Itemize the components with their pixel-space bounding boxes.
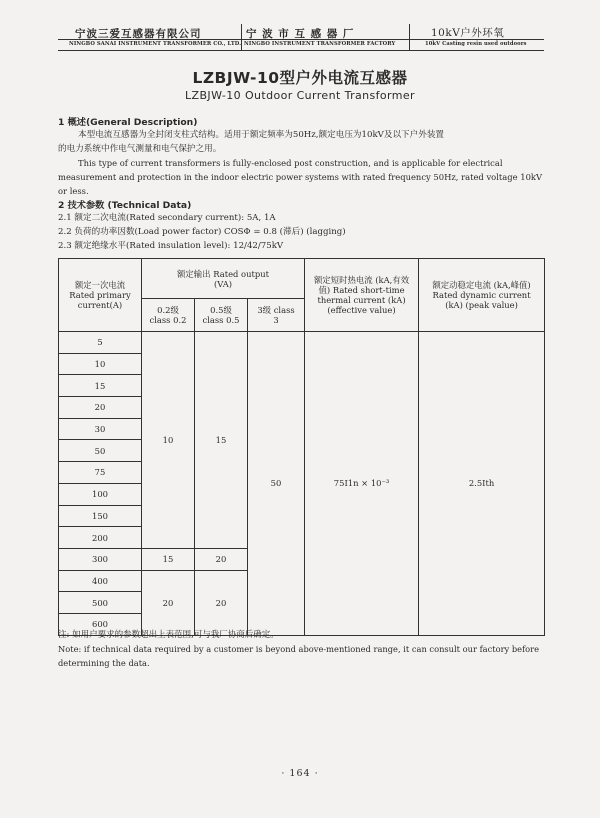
- section1-heading: 1 概述(General Description): [58, 117, 198, 128]
- page-title-en: LZBJW-10 Outdoor Current Transformer: [185, 89, 415, 102]
- primary-current-cell: 50: [59, 440, 142, 462]
- header-rule-top: [58, 39, 544, 40]
- primary-current-cell: 500: [59, 592, 142, 614]
- section2-heading: 2 技术参数 (Technical Data): [58, 200, 192, 211]
- primary-current-cell: 300: [59, 548, 142, 570]
- category-cn: 10kV户外环氧: [431, 27, 505, 39]
- spec-item: 2.1 额定二次电流(Rated secondary current): 5A, 1A: [58, 213, 276, 223]
- primary-current-cell: 600: [59, 613, 142, 635]
- primary-current-cell: 15: [59, 375, 142, 397]
- header-primary-current: 额定一次电流 Rated primary current(A): [59, 259, 142, 332]
- primary-current-cell: 30: [59, 418, 142, 440]
- thermal-current-value: 75I1n × 10⁻³: [305, 332, 419, 636]
- page-title-cn: LZBJW-10型户外电流互感器: [192, 69, 408, 87]
- header-class-3: 3级 class 3: [248, 299, 305, 332]
- category-en: 10kV Casting resin used outdoors: [425, 41, 527, 47]
- primary-current-cell: 200: [59, 527, 142, 549]
- technical-data-table: [58, 258, 545, 636]
- section1-cn-line2: 的电力系统中作电气测量和电气保护之用。: [58, 144, 222, 154]
- header-class-05: 0.5级 class 0.5: [195, 299, 248, 332]
- dynamic-current-value: 2.5Ith: [419, 332, 545, 636]
- primary-current-cell: 20: [59, 397, 142, 419]
- primary-current-cell: 100: [59, 483, 142, 505]
- note-en: Note: if technical data required by a customer is beyond above-mentioned range, it can consult our factory before determining the data.: [58, 644, 540, 668]
- class02-value: 20: [142, 570, 195, 635]
- class05-value: 15: [195, 332, 248, 549]
- company1-name-en: NINGBO SANAI INSTRUMENT TRANSFORMER CO., LTD.: [69, 41, 242, 47]
- class05-value: 20: [195, 548, 248, 570]
- company2-name-en: NINGBO INSTRUMENT TRANSFORMER FACTORY: [244, 41, 396, 47]
- primary-current-cell: 400: [59, 570, 142, 592]
- company1-name-cn: 宁波三爱互感器有限公司: [75, 28, 202, 40]
- primary-current-cell: 150: [59, 505, 142, 527]
- spec-item: 2.2 负荷的功率因数(Load power factor) COSΦ = 0.8 (滞后) (lagging): [58, 227, 346, 237]
- page-number: · 164 ·: [281, 768, 319, 779]
- class05-value: 20: [195, 570, 248, 635]
- primary-current-cell: 5: [59, 332, 142, 354]
- class3-value: 50: [248, 332, 305, 636]
- header-rated-output: 额定输出 Rated output (VA): [142, 259, 305, 299]
- section1-cn-line1: 本型电流互感器为全封闭支柱式结构。适用于额定频率为50Hz,额定电压为10kV及以下户外装置: [78, 130, 445, 140]
- class02-value: 15: [142, 548, 195, 570]
- header-divider-2: [409, 24, 410, 50]
- primary-current-cell: 75: [59, 462, 142, 484]
- spec-item: 2.3 额定绝缘水平(Rated insulation level): 12/42/75kV: [58, 241, 284, 251]
- primary-current-cell: 10: [59, 353, 142, 375]
- header-rule-bottom: [58, 50, 544, 51]
- company2-name-cn: 宁 波 市 互 感 器 厂: [246, 28, 355, 40]
- header-divider-1: [241, 24, 242, 50]
- note-cn: 注: 如用户要求的参数超出上表范围,可与我厂协商后确定。: [58, 630, 279, 640]
- class02-value: 10: [142, 332, 195, 549]
- header-thermal-current: 额定短时热电流 (kA,有效值) Rated short-time thermal current (kA) (effective value): [305, 259, 419, 332]
- header-class-02: 0.2级 class 0.2: [142, 299, 195, 332]
- section1-en-text: This type of current transformers is fully-enclosed post construction, and is applicable for electrical measurement and protection in the indoor electric power systems with rated frequency 50Hz, rated voltage 10kV or less.: [58, 158, 543, 196]
- header-dynamic-current: 额定动稳定电流 (kA,峰值) Rated dynamic current (kA) (peak value): [419, 259, 545, 332]
